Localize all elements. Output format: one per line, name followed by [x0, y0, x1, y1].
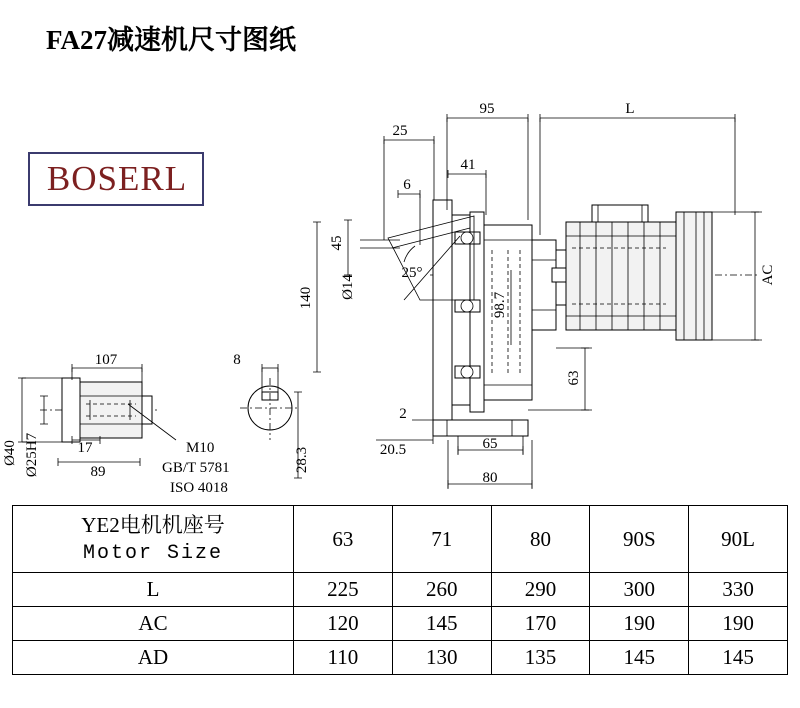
table-row — [13, 641, 788, 675]
dim-107-label: 107 — [94, 352, 118, 368]
table-col-4: 90L — [689, 506, 788, 573]
table-cell: 225 — [294, 573, 393, 607]
dim-8-label: 8 — [233, 352, 241, 368]
dim-89-label: 89 — [90, 464, 106, 480]
dim-98-7-label: 98.7 — [492, 291, 508, 319]
table-cell: 300 — [590, 573, 689, 607]
table-row-label-L: L — [13, 573, 294, 607]
table-col-0: 63 — [294, 506, 393, 573]
dim-25-label: 25 — [392, 123, 408, 139]
table-cell: 145 — [689, 641, 788, 675]
page-title: FA27减速机尺寸图纸 — [46, 25, 296, 55]
dim-80-label: 80 — [482, 470, 498, 486]
table-cell: 145 — [392, 607, 491, 641]
note-iso-label: ISO 4018 — [170, 480, 228, 496]
dim-dia25H7-label: Ø25H7 — [24, 432, 40, 478]
table-cell: 260 — [392, 573, 491, 607]
table-header-en: Motor Size — [82, 542, 224, 565]
table-cell: 170 — [491, 607, 590, 641]
dim-95-label: 95 — [479, 101, 495, 117]
table-cell: 190 — [689, 607, 788, 641]
table-cell: 110 — [294, 641, 393, 675]
dim-140-label: 140 — [298, 286, 314, 310]
dim-28-3-label: 28.3 — [294, 446, 310, 474]
motor-size-table — [12, 505, 788, 675]
dim-AC-label: AC — [760, 264, 776, 286]
dim-65-label: 65 — [482, 436, 498, 452]
table-col-1: 71 — [392, 506, 491, 573]
dim-25deg-label: 25° — [401, 265, 423, 281]
dim-63-label: 63 — [566, 370, 582, 386]
table-cell: 135 — [491, 641, 590, 675]
table-row-label-AC: AC — [13, 607, 294, 641]
table-cell: 120 — [294, 607, 393, 641]
table-cell: 130 — [392, 641, 491, 675]
table-cell: 145 — [590, 641, 689, 675]
dim-6-label: 6 — [403, 177, 411, 193]
table-row — [13, 607, 788, 641]
dim-20-5-label: 20.5 — [379, 442, 407, 458]
dim-dia40-label: Ø40 — [2, 440, 18, 466]
table-cell: 190 — [590, 607, 689, 641]
table-row-header — [13, 506, 788, 573]
logo-text: BOSERL — [46, 159, 188, 198]
table-col-3: 90S — [590, 506, 689, 573]
dim-dia14-label: Ø14 — [340, 274, 356, 300]
note-m10-label: M10 — [186, 440, 215, 456]
dim-45-label: 45 — [329, 235, 345, 251]
table-col-2: 80 — [491, 506, 590, 573]
table-cell: 290 — [491, 573, 590, 607]
note-gbt-label: GB/T 5781 — [162, 460, 230, 476]
dim-L-label: L — [625, 101, 635, 117]
table-row-label-AD: AD — [13, 641, 294, 675]
table-cell: 330 — [689, 573, 788, 607]
table-header-motor-size — [13, 506, 294, 573]
dim-2-label: 2 — [399, 406, 407, 422]
dim-41-label: 41 — [460, 157, 476, 173]
table-header-cn: YE2电机机座号 — [81, 513, 225, 537]
dim-17-label: 17 — [77, 440, 93, 456]
table-row — [13, 573, 788, 607]
